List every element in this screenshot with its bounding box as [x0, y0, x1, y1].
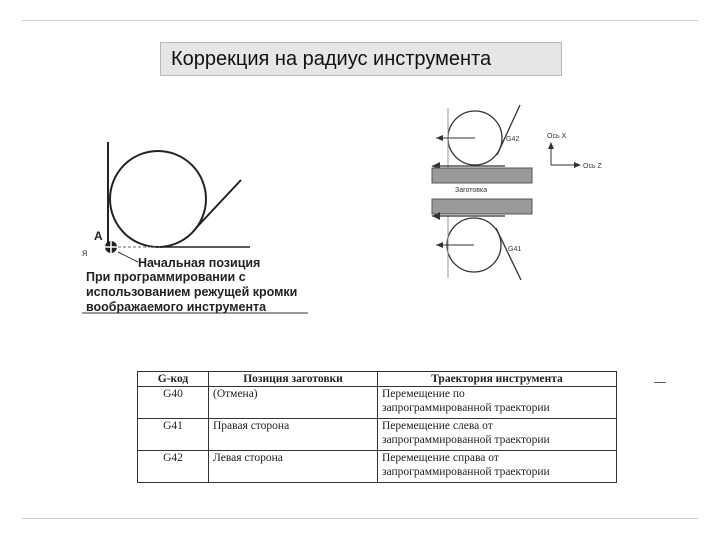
cell-trajectory: [378, 387, 617, 419]
cell-code: G40: [138, 387, 209, 419]
trajectory-line-1: Перемещение слева от: [382, 420, 493, 432]
g41-radius-arrow-icon: [436, 242, 443, 248]
trajectory-line-2: запрограммированной траектории: [382, 402, 550, 414]
trajectory-line-2: запрограммированной траектории: [382, 466, 550, 478]
g-code-table: [137, 371, 617, 483]
axis-z-arrow-icon: [574, 162, 581, 168]
trajectory-line-1: Перемещение справа от: [382, 452, 499, 464]
workpiece-upper: [432, 168, 532, 183]
slide-title: Коррекция на радиус инструмента: [160, 42, 562, 76]
trajectory-line-1: Перемещение по: [382, 388, 465, 400]
workpiece-lower: [432, 199, 532, 214]
trajectory-line-2: запрограммированной траектории: [382, 434, 550, 446]
point-a-label: A: [94, 229, 103, 243]
table-row: [138, 451, 617, 483]
g42-radius-arrow-icon: [436, 135, 443, 141]
header-workpiece-position: Позиция заготовки: [209, 372, 378, 387]
cell-position: (Отмена): [209, 387, 378, 419]
cell-trajectory: [378, 419, 617, 451]
header-g-code: G-код: [138, 372, 209, 387]
g42-label: G42: [506, 136, 520, 143]
workpiece-label: Заготовка: [455, 187, 488, 194]
table-header-row: [138, 372, 617, 387]
header-tool-path: Траектория инструмента: [378, 372, 617, 387]
axis-x-arrow-icon: [548, 142, 554, 149]
cell-trajectory: [378, 451, 617, 483]
axis-label: я: [82, 248, 88, 259]
table-row: [138, 419, 617, 451]
table-row: [138, 387, 617, 419]
cell-position: Правая сторона: [209, 419, 378, 451]
cell-position: Левая сторона: [209, 451, 378, 483]
caption-line-2: При программировании с: [86, 270, 246, 284]
cell-code: G41: [138, 419, 209, 451]
caption-start-position: Начальная позиция: [138, 256, 261, 270]
caption-line-3: использованием режущей кромки: [86, 285, 298, 299]
caption-line-4: воображаемого инструмента: [86, 300, 267, 314]
cell-code: G42: [138, 451, 209, 483]
axis-x-label: Ось X: [547, 133, 567, 140]
axis-z-label: Ось Z: [583, 163, 602, 170]
side-dash: [654, 382, 666, 383]
g41-label: G41: [508, 246, 522, 253]
